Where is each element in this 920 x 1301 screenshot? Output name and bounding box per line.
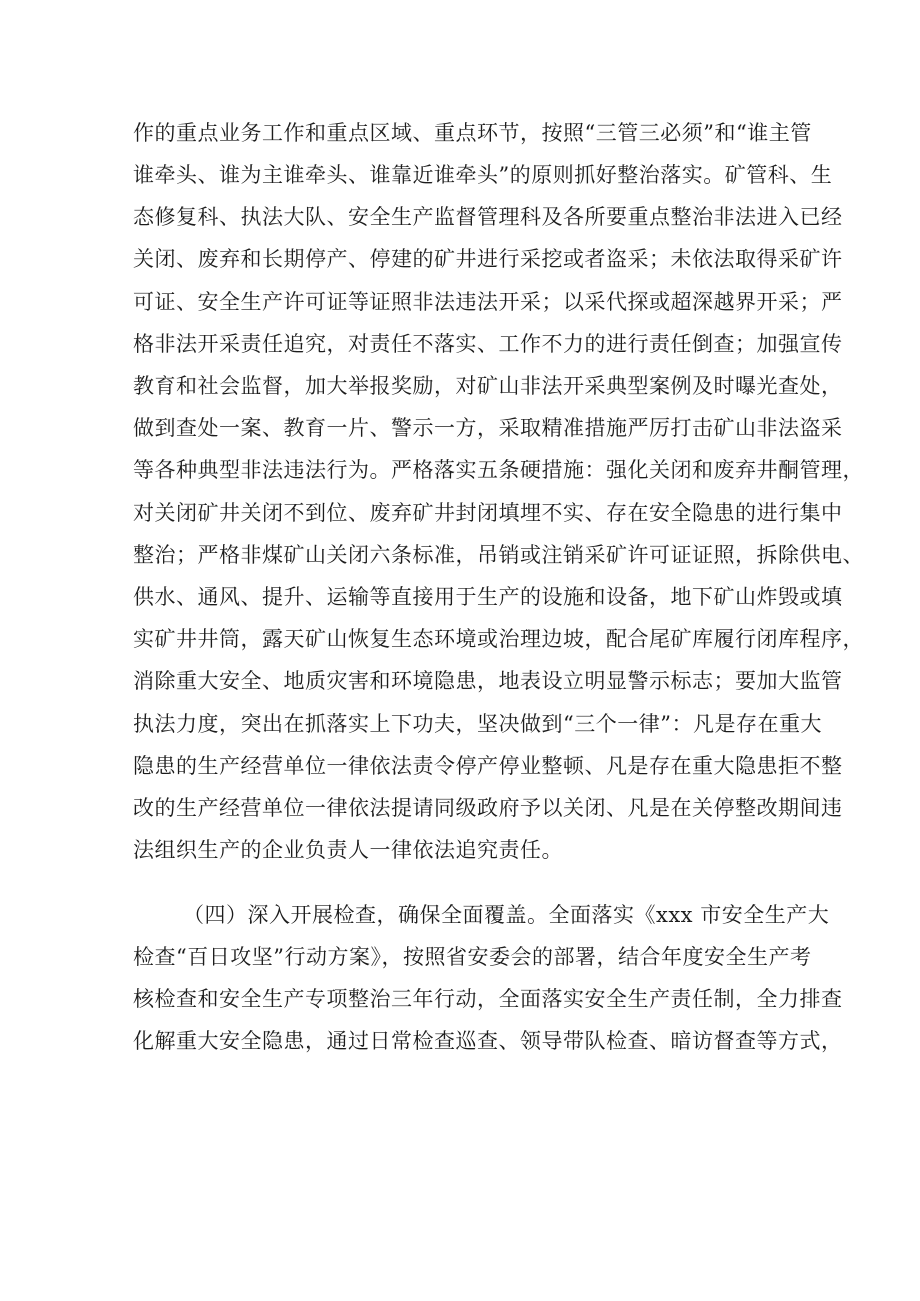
paragraph-1-line: 供水、通风、提升、运输等直接用于生产的设施和设备，地下矿山炸毁或填 (133, 585, 843, 609)
paragraph-1-line: 态修复科、执法大队、安全生产监督管理科及各所要重点整治非法进入已经 (133, 205, 843, 229)
paragraph-2-line: 化解重大安全隐患，通过日常检查巡查、领导带队检查、暗访督查等方式， (133, 1029, 843, 1053)
paragraph-2-line: 核检查和安全生产专项整治三年行动，全面落实安全生产责任制，全力排查 (133, 987, 843, 1011)
paragraph-2-line: （四）深入开展检查，确保全面覆盖。全面落实《xxx 市安全生产大 (183, 903, 830, 927)
paragraph-1-line: 格非法开采责任追究，对责任不落实、工作不力的进行责任倒查；加强宣传 (133, 332, 843, 356)
paragraph-1-line: 对关闭矿井关闭不到位、废弃矿井封闭填埋不实、存在安全隐患的进行集中 (133, 501, 843, 525)
paragraph-1-line: 谁牵头、谁为主谁牵头、谁靠近谁牵头”的原则抓好整治落实。矿管科、生 (133, 163, 833, 187)
paragraph-1-line: 执法力度，突出在抓落实上下功夫，坚决做到“三个一律”：凡是存在重大 (133, 712, 822, 736)
paragraph-1-line: 可证、安全生产许可证等证照非法违法开采；以采代探或超深越界开采；严 (133, 290, 843, 314)
paragraph-1-line: 整治；严格非煤矿山关闭六条标准，吊销或注销采矿许可证证照，拆除供电、 (133, 543, 864, 567)
paragraph-1-line: 做到查处一案、教育一片、警示一方，采取精准措施严厉打击矿山非法盗采 (133, 416, 843, 440)
paragraph-1-line: 等各种典型非法违法行为。严格落实五条硬措施：强化关闭和废弃井酮管理， (133, 458, 864, 482)
paragraph-1-line: 关闭、废弃和长期停产、停建的矿井进行采挖或者盗采；未依法取得采矿许 (133, 247, 843, 271)
paragraph-1-line: 隐患的生产经营单位一律依法责令停产停业整顿、凡是存在重大隐患拒不整 (133, 754, 843, 778)
paragraph-1-line: 实矿井井筒，露天矿山恢复生态环境或治理边坡，配合尾矿库履行闭库程序， (133, 627, 864, 651)
paragraph-1-line: 作的重点业务工作和重点区域、重点环节，按照“三管三必须”和“谁主管 (133, 121, 812, 145)
paragraph-1-line: 教育和社会监督，加大举报奖励，对矿山非法开采典型案例及时曝光查处， (133, 374, 843, 398)
paragraph-1-line: 改的生产经营单位一律依法提请同级政府予以关闭、凡是在关停整改期间违 (133, 796, 843, 820)
paragraph-1-line: 消除重大安全、地质灾害和环境隐患，地表设立明显警示标志；要加大监管 (133, 669, 843, 693)
paragraph-1-line: 法组织生产的企业负责人一律依法追究责任。 (133, 838, 563, 862)
paragraph-2-line: 检查“百日攻坚”行动方案》，按照省安委会的部署，结合年度安全生产考 (133, 945, 812, 969)
